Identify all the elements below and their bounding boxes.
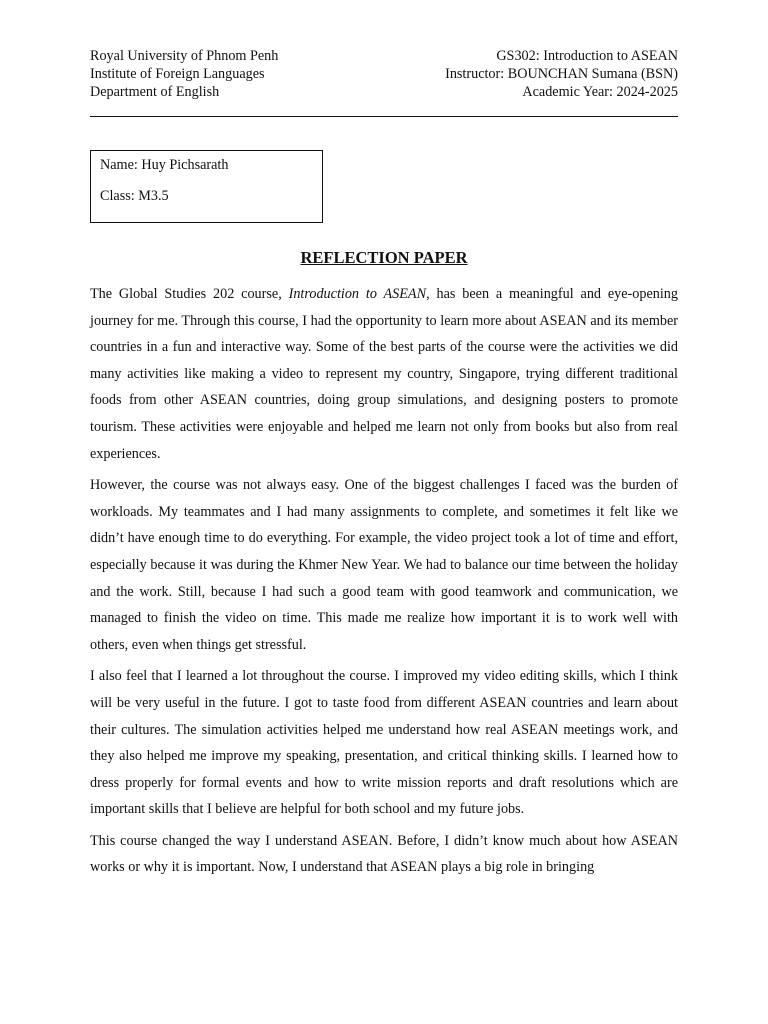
- header-divider: [90, 116, 678, 117]
- university-name: Royal University of Phnom Penh: [90, 48, 279, 64]
- paragraph-1-start: The Global Studies 202 course,: [90, 286, 289, 302]
- academic-year: Academic Year: 2024-2025: [522, 84, 678, 100]
- paragraph-1: [90, 281, 678, 467]
- course-block: [445, 47, 678, 101]
- student-name: Name: Huy Pichsarath: [100, 157, 229, 173]
- paragraph-3: I also feel that I learned a lot throughout the course. I improved my video editing skills, which I think will be very useful in the future. I got to taste food from different ASEAN countries and learn about their cultures. The simulation activities helped me understand how real ASEAN meetings work, and they also helped me improve my speaking, presentation, and critical thinking skills. I learned how to dress properly for formal events and how to write mission reports and draft resolutions which are important skills that I believe are helpful for both school and my future jobs.: [90, 668, 678, 818]
- paragraph-2: However, the course was not always easy. One of the biggest challenges I faced was the burden of workloads. My teammates and I had many assignments to complete, and sometimes it felt like we didn’t have enough time to do everything. For example, the video project took a lot of time and effort, especially because it was during the Khmer New Year. We had to balance our time between the holiday and the work. Still, because I had such a good team with good teamwork and communication, we managed to finish the video on time. This made me realize how important it is to work well with others, even when things get stressful.: [90, 477, 678, 653]
- student-class: Class: M3.5: [100, 188, 169, 204]
- course-title-italic: Introduction to ASEAN: [288, 286, 427, 302]
- paragraph-4: This course changed the way I understand ASEAN. Before, I didn’t know much about how ASEAN works or why it is important. Now, I understand that ASEAN plays a big role in bringing: [90, 832, 678, 876]
- department-name: Department of English: [90, 84, 220, 100]
- paragraph-1-rest: , has been a meaningful and eye-opening journey for me. Through this course, I had the opportunity to learn more about ASEAN and its member countries in a fun and interactive way. Some of the best parts of the course were the activities we did many activities like making a video to represent my country, Singapore, trying different traditional foods from other ASEAN countries, doing group simulations, and designing posters to promote tourism. These activities were enjoyable and helped me learn not only from books but also from real experiences.: [90, 286, 678, 462]
- document-title: REFLECTION PAPER: [300, 248, 468, 267]
- course-code: GS302: Introduction to ASEAN: [496, 48, 678, 64]
- instructor-name: Instructor: BOUNCHAN Sumana (BSN): [445, 66, 678, 82]
- student-info-box: [90, 150, 323, 223]
- institute-name: Institute of Foreign Languages: [90, 66, 265, 82]
- document-body: [90, 281, 678, 886]
- institution-block: [90, 47, 278, 101]
